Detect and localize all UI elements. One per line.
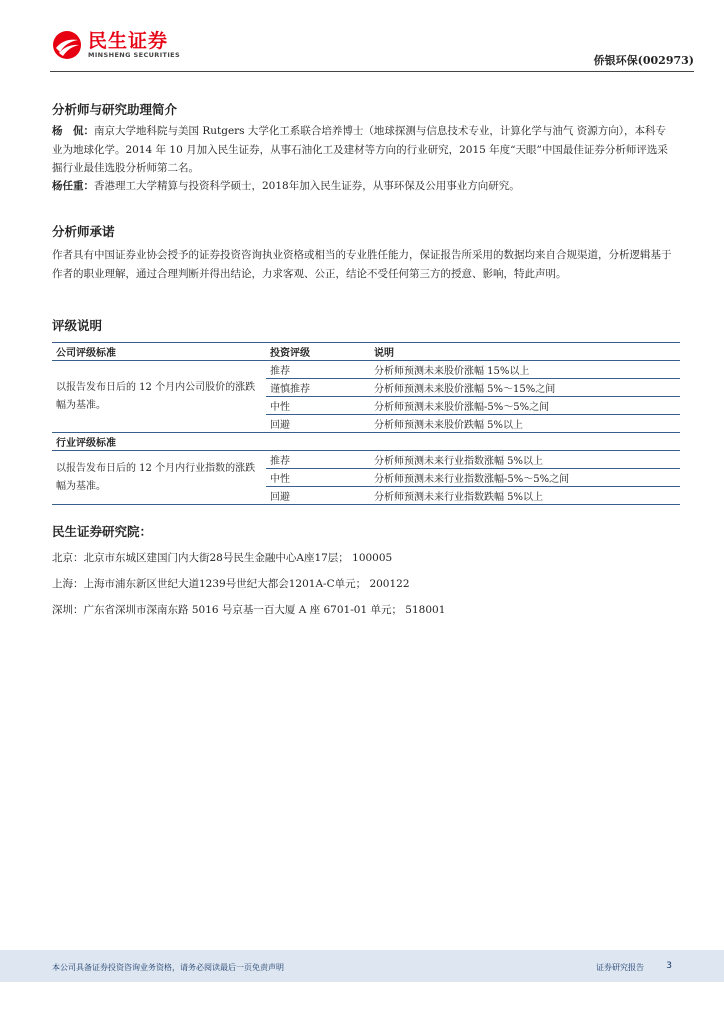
rating-desc: 分析师预测未来行业指数涨幅-5%～5%之间 bbox=[370, 469, 680, 487]
table-row bbox=[52, 361, 680, 379]
minsheng-logo bbox=[52, 30, 180, 60]
analyst-name-yang-renzhong: 杨任重： bbox=[52, 180, 94, 192]
header-description: 说明 bbox=[370, 343, 680, 361]
analyst-bio-text: 南京大学地科院与美国 Rutgers 大学化工系联合培养博士（地球探测与信息技术专业，计算化学与油气 资源方向），本科专业为地球化学。2014 年 10 月加入民生证券，从事石油化工及建材等方向的行业研究，2015 年度“天眼”中国最佳证券分析师评选采掘行业最佳选股分析师第二名。 bbox=[52, 125, 668, 174]
rating-desc: 分析师预测未来股价涨幅 15%以上 bbox=[370, 361, 680, 379]
rating-grade: 中性 bbox=[266, 469, 370, 487]
header-divider bbox=[50, 71, 694, 72]
analyst-bio-yang-kan bbox=[52, 122, 674, 178]
footer-disclaimer: 本公司具备证券投资咨询业务资格，请务必阅读最后一页免责声明 bbox=[52, 963, 284, 972]
logo-en: MINSHENG SECURITIES bbox=[88, 51, 181, 59]
analyst-section-title: 分析师与研究助理简介 bbox=[52, 102, 178, 117]
commitment-section-title: 分析师承诺 bbox=[52, 224, 115, 239]
address-shenzhen: 深圳：广东省深圳市深南东路 5016 号京基一百大厦 A 座 6701-01 单元； 518001 bbox=[52, 604, 446, 616]
header-empty bbox=[266, 433, 370, 451]
page-number: 3 bbox=[666, 961, 672, 971]
rating-grade: 回避 bbox=[266, 487, 370, 505]
rating-desc: 分析师预测未来股价涨幅 5%～15%之间 bbox=[370, 379, 680, 397]
header-empty bbox=[370, 433, 680, 451]
rating-section-title: 评级说明 bbox=[52, 318, 103, 333]
address-shanghai: 上海：上海市浦东新区世纪大道1239号世纪大都会1201A-C单元； 200122 bbox=[52, 578, 410, 590]
rating-desc: 分析师预测未来股价跌幅 5%以上 bbox=[370, 415, 680, 433]
company-criteria: 以报告发布日后的 12 个月内公司股价的涨跌幅为基准。 bbox=[52, 361, 266, 433]
institute-title: 民生证券研究院： bbox=[52, 524, 153, 539]
industry-criteria: 以报告发布日后的 12 个月内行业指数的涨跌幅为基准。 bbox=[52, 451, 266, 505]
header-industry-criteria: 行业评级标准 bbox=[52, 433, 266, 451]
analyst-bio-text: 香港理工大学精算与投资科学硕士，2018年加入民生证券，从事环保及公用事业方向研究。 bbox=[94, 180, 520, 192]
company-name: 侨银环保(002973) bbox=[593, 54, 694, 67]
page-footer bbox=[0, 950, 724, 982]
rating-table bbox=[52, 342, 680, 505]
header-company-criteria: 公司评级标准 bbox=[52, 343, 266, 361]
rating-grade: 中性 bbox=[266, 397, 370, 415]
table-row bbox=[52, 451, 680, 469]
industry-header-row bbox=[52, 433, 680, 451]
rating-grade: 推荐 bbox=[266, 361, 370, 379]
rating-table-header bbox=[52, 343, 680, 361]
footer-report-type: 证券研究报告 bbox=[596, 963, 644, 972]
address-beijing: 北京：北京市东城区建国门内大街28号民生金融中心A座17层； 100005 bbox=[52, 552, 393, 564]
page-header bbox=[0, 0, 724, 80]
rating-desc: 分析师预测未来股价涨幅-5%～5%之间 bbox=[370, 397, 680, 415]
rating-desc: 分析师预测未来行业指数涨幅 5%以上 bbox=[370, 451, 680, 469]
minsheng-logo-icon bbox=[52, 30, 82, 60]
rating-desc: 分析师预测未来行业指数跌幅 5%以上 bbox=[370, 487, 680, 505]
analyst-bio-yang-renzhong bbox=[52, 177, 674, 196]
rating-grade: 谨慎推荐 bbox=[266, 379, 370, 397]
logo-cn: 民生证券 bbox=[88, 30, 169, 52]
header-rating: 投资评级 bbox=[266, 343, 370, 361]
commitment-text: 作者具有中国证券业协会授予的证券投资咨询执业资格或相当的专业胜任能力，保证报告所采用的数据均来自合规渠道，分析逻辑基于作者的职业理解，通过合理判断并得出结论，力求客观、公正，结论不受任何第三方的授意、影响，特此声明。 bbox=[52, 249, 672, 280]
analyst-name-yang-kan: 杨 侃： bbox=[52, 125, 94, 137]
rating-grade: 回避 bbox=[266, 415, 370, 433]
rating-grade: 推荐 bbox=[266, 451, 370, 469]
